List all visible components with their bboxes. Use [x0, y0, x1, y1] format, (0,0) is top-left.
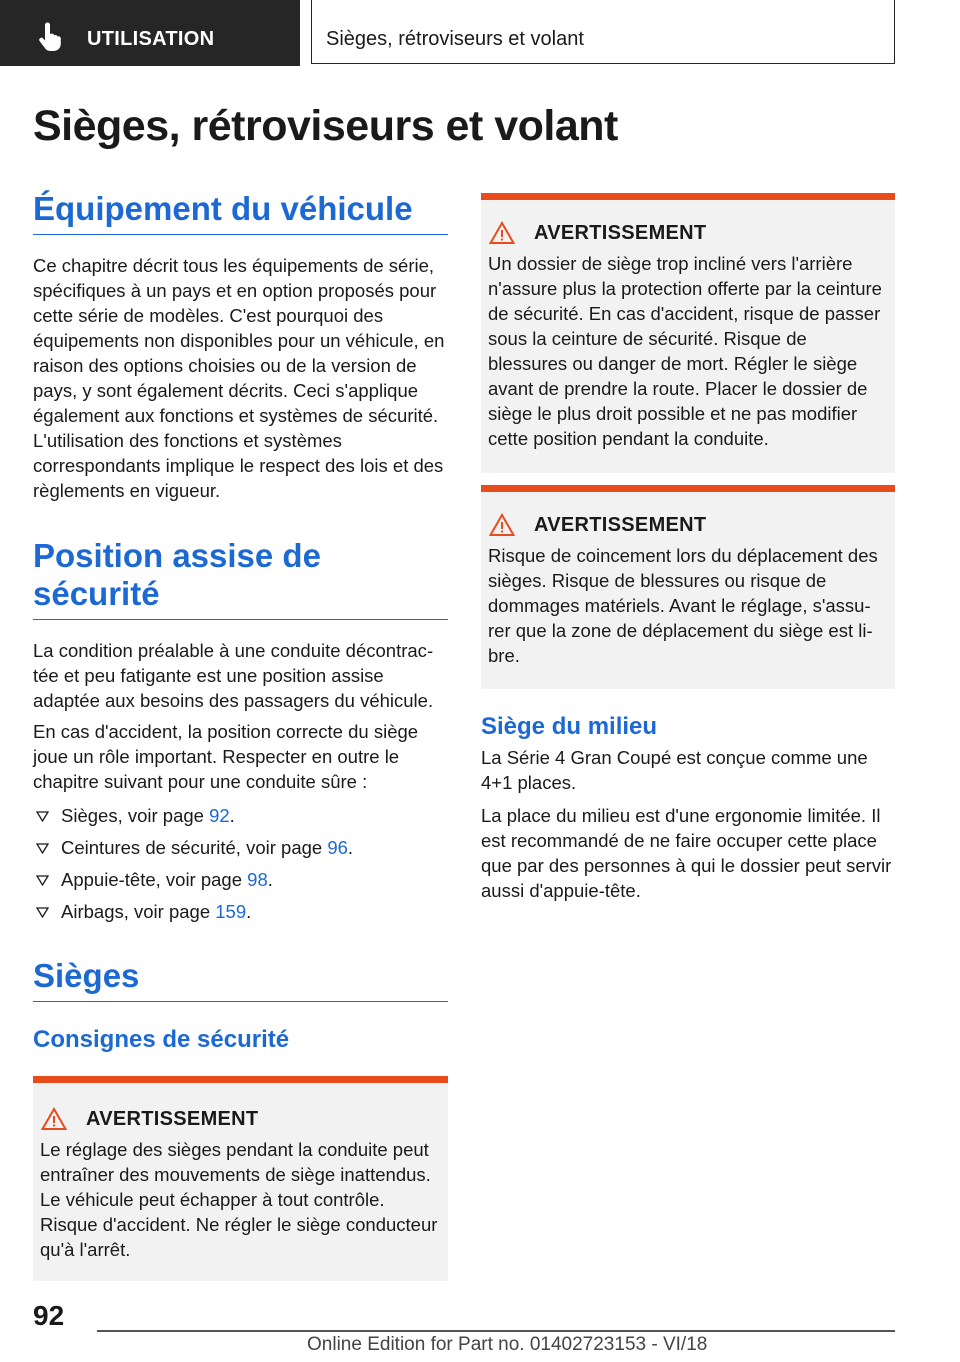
middle-seat-p1: La Série 4 Gran Coupé est conçue comme une 4+1 places. — [481, 747, 868, 793]
hand-pointer-icon — [34, 22, 64, 52]
safe-seating-p1: La condition préalable à une conduite décontractée et peu fatigante est une position assise adaptée aux besoins des passagers du véhicule. — [33, 640, 434, 711]
page-link-98[interactable]: 98 — [247, 869, 268, 890]
page-title: Sièges, rétroviseurs et volant — [33, 102, 618, 150]
warning-text: Risque de coincement lors du déplacement des sièges. Risque de blessures ou risque de dommages matériels. Avant le réglage, s'assurer que la zone de déplacement du siège est libre. — [488, 545, 878, 666]
list-item: Ceintures de sécurité, voir page 96. — [33, 835, 448, 867]
warning-text: Un dossier de siège trop incliné vers l'arrière n'assure plus la protection offerte par la ceinture de sécurité. En cas d'accident, risque de passer sous la ceinture de sécurité. Risque de blessures ou danger de mort. Régler le siège avant de prendre la route. Placer le dossier de siège le plus droit possible et ne pas modifier cette position pendant la conduite. — [488, 253, 882, 449]
heading-seats: Sièges — [33, 957, 448, 1002]
safe-seating-p2: En cas d'accident, la position correcte du siège joue un rôle important. Respecter en outre le chapitre suivant pour une conduite sûre : — [33, 721, 419, 792]
heading-safety-notes: Consignes de sécurité — [33, 1026, 290, 1053]
warning-box — [481, 193, 895, 473]
heading-middle-seat: Siège du milieu — [481, 713, 658, 740]
warning-triangle-icon — [489, 221, 515, 245]
page-link-96[interactable]: 96 — [327, 837, 348, 858]
right-column — [481, 193, 895, 903]
section-label: UTILISATION — [87, 28, 215, 50]
page-link-159[interactable]: 159 — [215, 901, 247, 922]
warning-title: AVERTISSEMENT — [534, 221, 707, 244]
page-link-92[interactable]: 92 — [209, 805, 230, 826]
equipment-text: Ce chapitre décrit tous les équipements de série, spécifiques à un pays et en option proposés pour cette série de modèles. C'est pourquoi des équipements non disponibles pour un véhicule, en raison des options choisies ou de la version de pays, y sont également décrits. Ceci s'applique également aux fonctions et systèmes de sécurité. L'utilisation des fonctions et systèmes correspondants implique le respect des lois et des règlements en vigueur. — [33, 255, 445, 501]
warning-triangle-icon — [489, 513, 515, 537]
page-header — [0, 0, 960, 66]
warning-title: AVERTISSEMENT — [86, 1107, 259, 1130]
page-number: 92 — [33, 1300, 65, 1331]
reference-list — [33, 803, 448, 931]
warning-triangle-icon — [41, 1107, 67, 1131]
chapter-tab — [311, 0, 895, 64]
warning-box — [481, 485, 895, 689]
middle-seat-p2: La place du milieu est d'une ergonomie limitée. Il est recommandé de ne faire occuper cette place que par des personnes à qui le dossier peut servir aussi d'appuie-tête. — [481, 805, 892, 901]
footer-divider — [97, 1330, 895, 1332]
left-column — [33, 190, 448, 1281]
heading-safe-seating: Position assise de sécurité — [33, 537, 448, 620]
warning-text: Le réglage des sièges pendant la conduite peut entraîner des mouvements de siège inattendus. Le véhicule peut échapper à tout contrôle. Risque d'accident. Ne régler le siège conducteur qu'à l'arrêt. — [40, 1139, 438, 1260]
list-item: Sièges, voir page 92. — [33, 803, 448, 835]
list-item: Appuie-tête, voir page 98. — [33, 867, 448, 899]
warning-title: AVERTISSEMENT — [534, 513, 707, 536]
section-tab — [0, 0, 300, 66]
heading-equipment: Équipement du véhicule — [33, 190, 448, 235]
warning-box — [33, 1076, 448, 1281]
chapter-label: Sièges, rétroviseurs et volant — [326, 28, 584, 50]
list-item: Airbags, voir page 159. — [33, 899, 448, 931]
edition-text: Online Edition for Part no. 01402723153 - VI/18 — [307, 1334, 708, 1355]
